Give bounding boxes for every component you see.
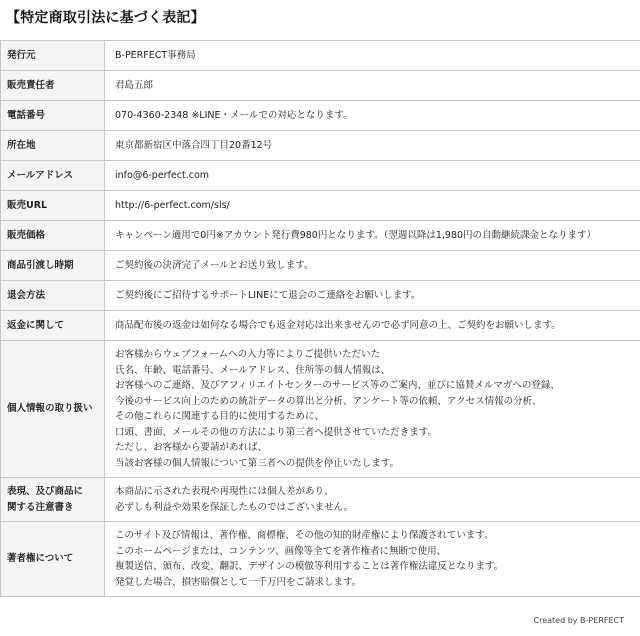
row-label: 返金に関して	[1, 311, 105, 341]
row-privacy	[1, 341, 640, 478]
text-line: 口頭、書面、メールその他の方法により第三者へ提供させていただきます。	[115, 426, 438, 438]
row-value: 君島五郎	[105, 71, 640, 101]
label-line: 表現、及び商品に	[7, 486, 84, 497]
row-label: 商品引渡し時期	[1, 251, 105, 281]
text-line: 複製送信、頒布、改変、翻訳、デザインの模倣等利用することは著作権法違反となります。	[115, 561, 504, 572]
row-value: ご契約後にご招待するサポートLINEにて退会のご連絡をお願いします。	[105, 281, 640, 311]
page-title: 【特定商取引法に基づく表記】	[6, 10, 205, 26]
text-line: 必ずしも利益や効果を保証したものではございません。	[115, 501, 354, 513]
row-value: 商品配布後の返金は如何なる場合でも返金対応は出来ませんので必ず同意の上、ご契約をお願いします。	[105, 311, 640, 341]
row-label: 電話番号	[1, 101, 105, 131]
row-refund	[1, 311, 640, 341]
text-line: 本商品に示された表現や再現性には個人差があり、	[115, 486, 334, 497]
text-line: ただし、お客様から要請があれば、	[115, 442, 268, 453]
row-value: キャンペーン適用で0円※アカウント発行費980円となります。（翌週以降は1,980円の自動継続課金となります）	[105, 221, 640, 251]
text-line: 氏名、年齢、電話番号、メールアドレス、住所等の個人情報は、	[115, 364, 391, 376]
text-line: このホームページまたは、コンテンツ、画像等全てを著作権者に無断で使用、	[115, 545, 447, 557]
text-line: このサイト及び情報は、著作権、商標権、その他の知的財産権により保護されています。	[115, 530, 494, 541]
row-address	[1, 131, 640, 161]
text-line: お客様からウェブフォームへの入力等によりご提供いただいた	[115, 349, 381, 360]
row-value	[105, 341, 640, 478]
row-label: 発行元	[1, 41, 105, 71]
email-value: info@6-perfect.com	[105, 161, 640, 191]
row-email	[1, 161, 640, 191]
label-line: 関する注意書き	[7, 501, 74, 513]
row-label	[1, 478, 105, 522]
row-value: B-PERFECT事務局	[105, 41, 640, 71]
text-line: その他これらに関連する目的に使用するために、	[115, 411, 325, 422]
row-notice	[1, 478, 640, 522]
row-label: 販売責任者	[1, 71, 105, 101]
row-price	[1, 221, 640, 251]
row-cancel	[1, 281, 640, 311]
row-label: 所在地	[1, 131, 105, 161]
legal-info-table	[0, 40, 640, 597]
row-label: 個人情報の取り扱い	[1, 341, 105, 478]
text-line: 今後のサービス向上のための統計データの算出と分析、アンケート等の依頼、アクセス情報の分析、	[115, 395, 542, 407]
row-manager	[1, 71, 640, 101]
row-label: 退会方法	[1, 281, 105, 311]
row-label: 販売価格	[1, 221, 105, 251]
row-value: 東京都新宿区中落合四丁目20番12号	[105, 131, 640, 161]
text-line: 当該お客様の個人情報について第三者への提供を停止いたします。	[115, 457, 400, 469]
footer-credit: Created by B-PERFECT	[533, 616, 624, 625]
row-value	[105, 522, 640, 597]
row-copyright	[1, 522, 640, 597]
row-value: ご契約後の決済完了メールとお送り致します。	[105, 251, 640, 281]
row-value: 070-4360-2348 ※LINE・メールでの対応となります。	[105, 101, 640, 131]
row-url	[1, 191, 640, 221]
url-value: http://6-perfect.com/sls/	[105, 191, 640, 221]
row-value	[105, 478, 640, 522]
row-label: 著者権について	[1, 522, 105, 597]
row-label: メールアドレス	[1, 161, 105, 191]
row-seller	[1, 41, 640, 71]
text-line: 発覚した場合、損害賠償として一千万円をご請求します。	[115, 576, 362, 588]
row-phone	[1, 101, 640, 131]
row-delivery	[1, 251, 640, 281]
text-line: お客様へのご連絡、及びアフィリエイトセンターのサービス等のご案内、並びに協賛メルマガへの登録、	[115, 380, 560, 391]
row-label: 販売URL	[1, 191, 105, 221]
